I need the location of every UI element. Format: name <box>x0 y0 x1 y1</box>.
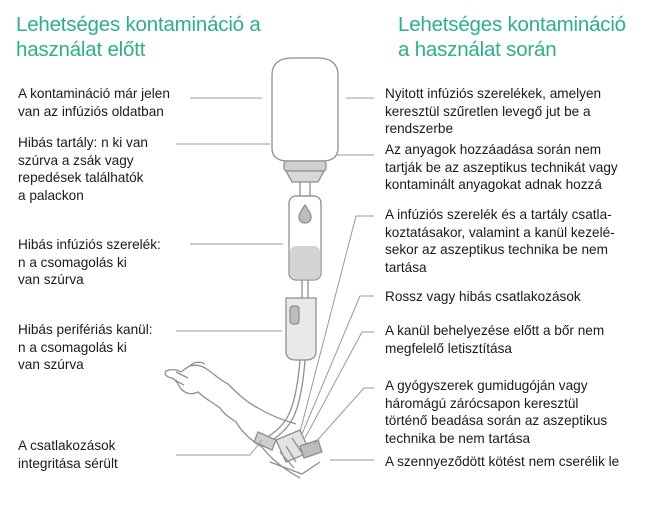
label-line: háromágú zárócsapon keresztül <box>385 395 579 411</box>
infusion-bottle <box>272 58 338 161</box>
label-line: rendszerbe <box>385 121 454 136</box>
label-line: van szúrva <box>18 272 84 287</box>
label-line: történő beadása során az aszeptikus <box>385 413 608 428</box>
leader-lines <box>176 98 374 460</box>
bottle-cap <box>286 171 324 182</box>
label-line: sekor az aszeptikus technika be nem <box>385 242 608 257</box>
label-line: repedések találhatók <box>18 170 144 185</box>
label-line: A infúziós szerelék és a tartály csatla- <box>385 207 612 222</box>
label-line: szúrva a zsák vagy <box>18 152 134 168</box>
cannula-hub <box>254 432 276 450</box>
label-line: A kanül behelyezése előtt a bőr nem <box>385 323 605 338</box>
label-line: Nyitott infúziós szerelékek, amelyen <box>385 86 602 101</box>
arm-outline <box>165 365 300 478</box>
label-line: a palackon <box>18 187 84 203</box>
infusion-tube <box>302 280 308 298</box>
label-line: integritása sérült <box>18 455 118 471</box>
roller-wheel <box>290 306 299 324</box>
label-line: Hibás infúziós szerelék: <box>18 237 161 252</box>
label-line: A szennyeződött kötést nem cserélik le <box>385 454 620 469</box>
label-line: kontaminált anyagokat adnak hozzá <box>385 177 602 192</box>
infusion-tube-lower <box>262 360 300 440</box>
label-line: keresztül szűretlen levegő jut be a <box>385 103 591 119</box>
fluid-drop <box>299 205 311 223</box>
label-line: Az anyagok hozzáadása során nem <box>385 142 602 157</box>
label-line: tartása <box>385 259 427 275</box>
label-line: Hibás perifériás kanül: <box>18 322 153 337</box>
label-line: n a csomagolás ki <box>18 339 127 355</box>
leader-line <box>176 440 262 455</box>
label-line: Rossz vagy hibás csatlakozások <box>385 289 581 304</box>
label-line: van az infúziós oldatban <box>18 103 164 119</box>
label-line: technika be nem tartása <box>385 430 531 446</box>
label-line: megfelelő letisztítása <box>385 340 512 356</box>
heading-line: használat előtt <box>16 38 146 61</box>
label-line: A gyógyszerek gumidugóján vagy <box>385 378 588 393</box>
spike <box>296 182 314 196</box>
label-line: koztatásakor, valamint a kanül kezelé- <box>385 224 615 240</box>
chamber-fluid <box>290 246 320 279</box>
bottle-neck <box>284 161 326 171</box>
label-line: Hibás tartály: n ki van <box>18 135 148 150</box>
heading-line: Lehetséges kontamináció <box>398 13 626 36</box>
leader-line <box>314 388 374 444</box>
heading-line: Lehetséges kontamináció a <box>16 13 261 36</box>
finger-lines <box>172 372 188 385</box>
label-line: A kontamináció már jelen <box>18 86 170 101</box>
label-line: A csatlakozások <box>18 438 116 453</box>
label-line: van szúrva <box>18 357 84 372</box>
heading-line: a használat során <box>398 38 557 61</box>
label-line: n a csomagolás ki <box>18 254 127 270</box>
label-line: tartják be az aszeptikus technikát vagy <box>385 159 618 175</box>
